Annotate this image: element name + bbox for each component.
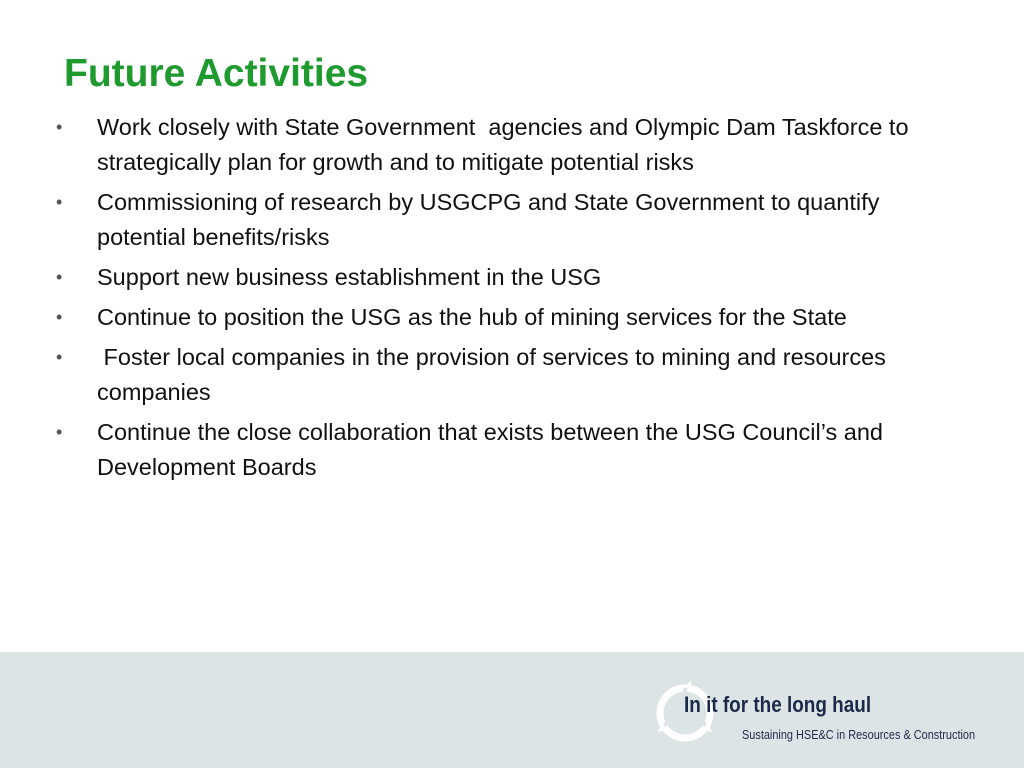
list-item: [56, 110, 956, 180]
footer-tagline: In it for the long haul: [684, 692, 872, 717]
list-item: [56, 300, 956, 335]
list-item: [56, 340, 956, 410]
bullet-marker: •: [56, 422, 63, 442]
bullet-marker: •: [56, 267, 63, 287]
list-item: [56, 260, 956, 295]
bullet-text: Foster local companies in the provision of services to mining and resources companies: [97, 344, 893, 405]
bullet-marker: •: [56, 117, 63, 137]
bullet-list: [56, 110, 956, 490]
list-item: [56, 415, 956, 485]
bullet-marker: •: [56, 347, 63, 367]
list-item: [56, 185, 956, 255]
bullet-marker: •: [56, 307, 63, 327]
bullet-text: Support new business establishment in the USG: [97, 264, 602, 290]
slide-title: Future Activities: [64, 52, 369, 95]
bullet-text: Work closely with State Government agencies and Olympic Dam Taskforce to strategically plan for growth and to mitigate potential risks: [97, 114, 916, 175]
bullet-marker: •: [56, 192, 63, 212]
bullet-text: Commissioning of research by USGCPG and State Government to quantify potential benefits/risks: [97, 189, 886, 250]
footer-subtitle: Sustaining HSE&C in Resources & Construction: [742, 727, 976, 742]
bullet-text: Continue the close collaboration that exists between the USG Council’s and Development Boards: [97, 419, 890, 480]
bullet-text: Continue to position the USG as the hub of mining services for the State: [97, 304, 847, 330]
